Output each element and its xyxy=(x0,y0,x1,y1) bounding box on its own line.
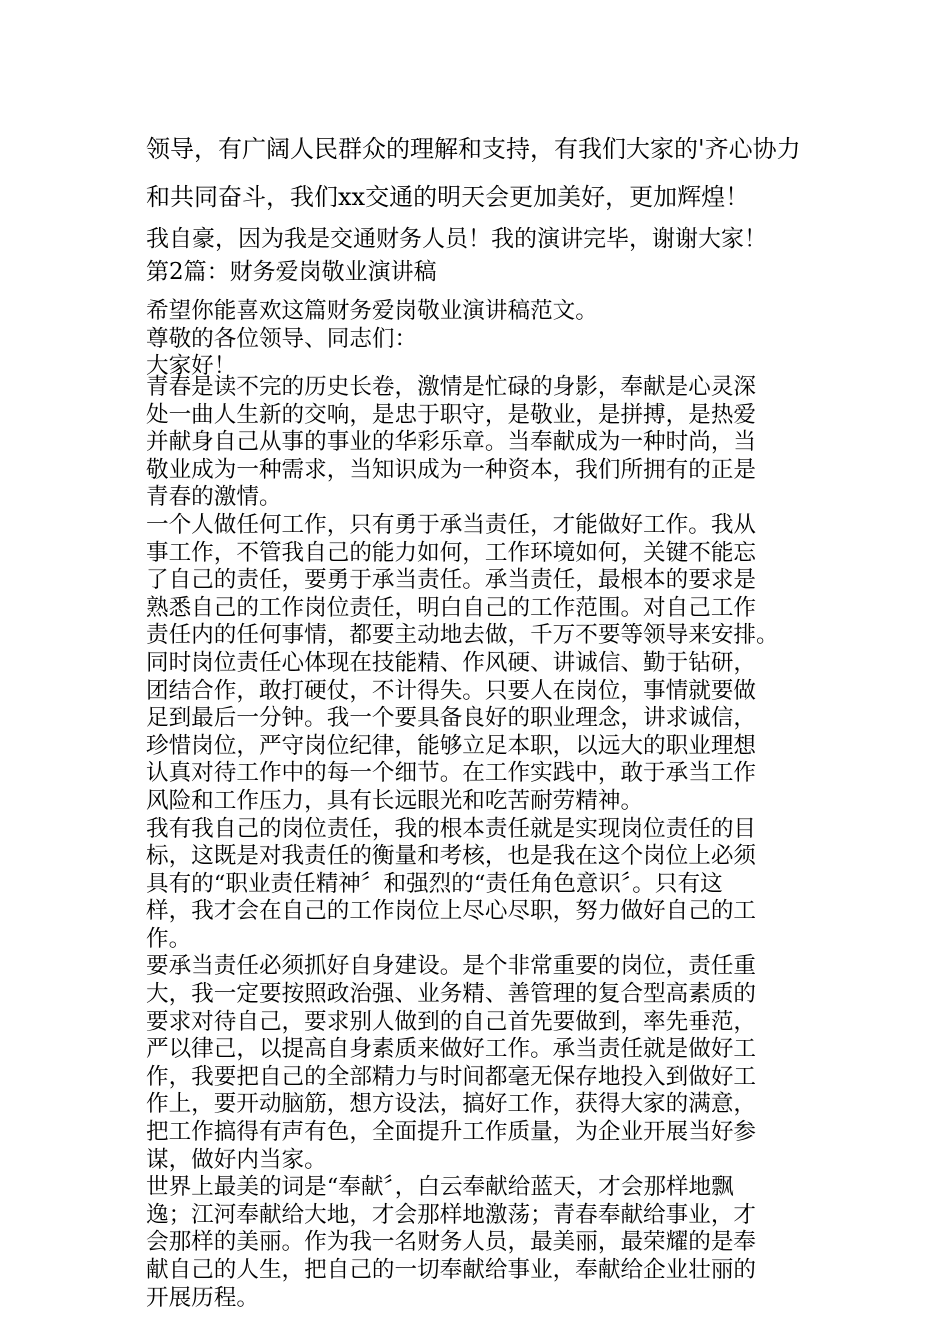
text-line: 事工作，不管我自己的能力如何，工作环境如何，关键不能忘 xyxy=(146,539,757,566)
text-line: 足到最后一分钟。我一个要具备良好的职业理念，讲求诚信， xyxy=(146,705,757,732)
text-line: 团结合作，敢打硬仗，不计得失。只要人在岗位，事情就要做 xyxy=(146,677,757,704)
text-line: 样，我才会在自己的工作岗位上尽心尽职，努力做好自己的工 xyxy=(146,898,757,925)
text-line: 献自己的人生，把自己的一切奉献给事业，奉献给企业壮丽的 xyxy=(146,1257,757,1283)
text-line: 我有我自己的岗位责任，我的根本责任就是实现岗位责任的目 xyxy=(146,815,757,842)
text-line: 领导，有广阔人民群众的理解和支持，有我们大家的'齐心协力 xyxy=(146,135,801,163)
text-line: 作上，要开动脑筋，想方设法，搞好工作，获得大家的满意， xyxy=(146,1091,757,1118)
text-line: 世界上最美的词是“奉献〞，白云奉献给蓝天，才会那样地飘 xyxy=(146,1174,734,1201)
text-line: 同时岗位责任心体现在技能精、作风硬、讲诚信、勤于钻研， xyxy=(146,649,757,676)
text-line: 青春是读不完的历史长卷，激情是忙碌的身影，奉献是心灵深 xyxy=(146,374,757,400)
text-line: 开展历程。 xyxy=(146,1284,259,1311)
text-line: 一个人做任何工作，只有勇于承当责任，才能做好工作。我从 xyxy=(146,511,757,538)
text-line: 要求对待自己，要求别人做到的自己首先要做到，率先垂范， xyxy=(146,1008,757,1035)
text-line: 作。 xyxy=(146,925,192,952)
text-line: 逸；江河奉献给大地，才会那样地激荡；青春奉献给事业，才 xyxy=(146,1201,757,1228)
text-line: 会那样的美丽。作为我一名财务人员，最美丽，最荣耀的是奉 xyxy=(146,1229,757,1256)
text-line: 青春的激情。 xyxy=(146,484,282,511)
text-line: 把工作搞得有声有色，全面提升工作质量，为企业开展当好参 xyxy=(146,1119,757,1146)
text-line: 希望你能喜欢这篇财务爱岗敬业演讲稿范文。 xyxy=(146,298,598,324)
section-heading: 第2篇：财务爱岗敬业演讲稿 xyxy=(146,259,437,285)
text-line: 熟悉自己的工作岗位责任，明白自己的工作范围。对自己工作 xyxy=(146,594,757,621)
text-line: 处一曲人生新的交响，是忠于职守，是敬业，是拼搏，是热爱 xyxy=(146,401,757,428)
text-line: 敬业成为一种需求，当知识成为一种资本，我们所拥有的正是 xyxy=(146,456,757,483)
text-line: 标，这既是对我责任的衡量和考核，也是我在这个岗位上必须 xyxy=(146,843,757,870)
text-line: 要承当责任必须抓好自身建设。是个非常重要的岗位，责任重 xyxy=(146,953,757,980)
text-line: 我自豪，因为我是交通财务人员！我的演讲完毕，谢谢大家！ xyxy=(146,226,767,252)
text-line: 责任内的任何事情，都要主动地去做，千万不要等领导来安排。 xyxy=(146,622,779,649)
text-line: 严以律己，以提高自身素质来做好工作。承当责任就是做好工 xyxy=(146,1036,757,1063)
text-line: 谋，做好内当家。 xyxy=(146,1146,327,1173)
text-line: 风险和工作压力，具有长远眼光和吃苦耐劳精神。 xyxy=(146,787,644,814)
intro-block xyxy=(146,298,816,381)
text-line: 认真对待工作中的每一个细节。在工作实践中，敢于承当工作 xyxy=(146,760,757,787)
text-line: 珍惜岗位，严守岗位纪律，能够立足本职，以远大的职业理想 xyxy=(146,732,757,759)
text-line: 尊敬的各位领导、同志们： xyxy=(146,325,418,352)
text-line: 具有的“职业责任精神〞和强烈的“责任角色意识〞。只有这 xyxy=(146,870,723,897)
text-line: 大，我一定要按照政治强、业务精、善管理的复合型高素质的 xyxy=(146,981,757,1008)
text-line: 作，我要把自己的全部精力与时间都毫无保存地投入到做好工 xyxy=(146,1063,757,1090)
body-text xyxy=(146,374,816,1312)
text-line: 大家好！ xyxy=(146,353,237,380)
text-line: 了自己的责任，要勇于承当责任。承当责任，最根本的要求是 xyxy=(146,567,757,594)
text-line: 并献身自己从事的事业的华彩乐章。当奉献成为一种时尚，当 xyxy=(146,429,757,456)
text-line: 和共同奋斗，我们xx交通的明天会更加美好，更加辉煌！ xyxy=(146,183,750,211)
